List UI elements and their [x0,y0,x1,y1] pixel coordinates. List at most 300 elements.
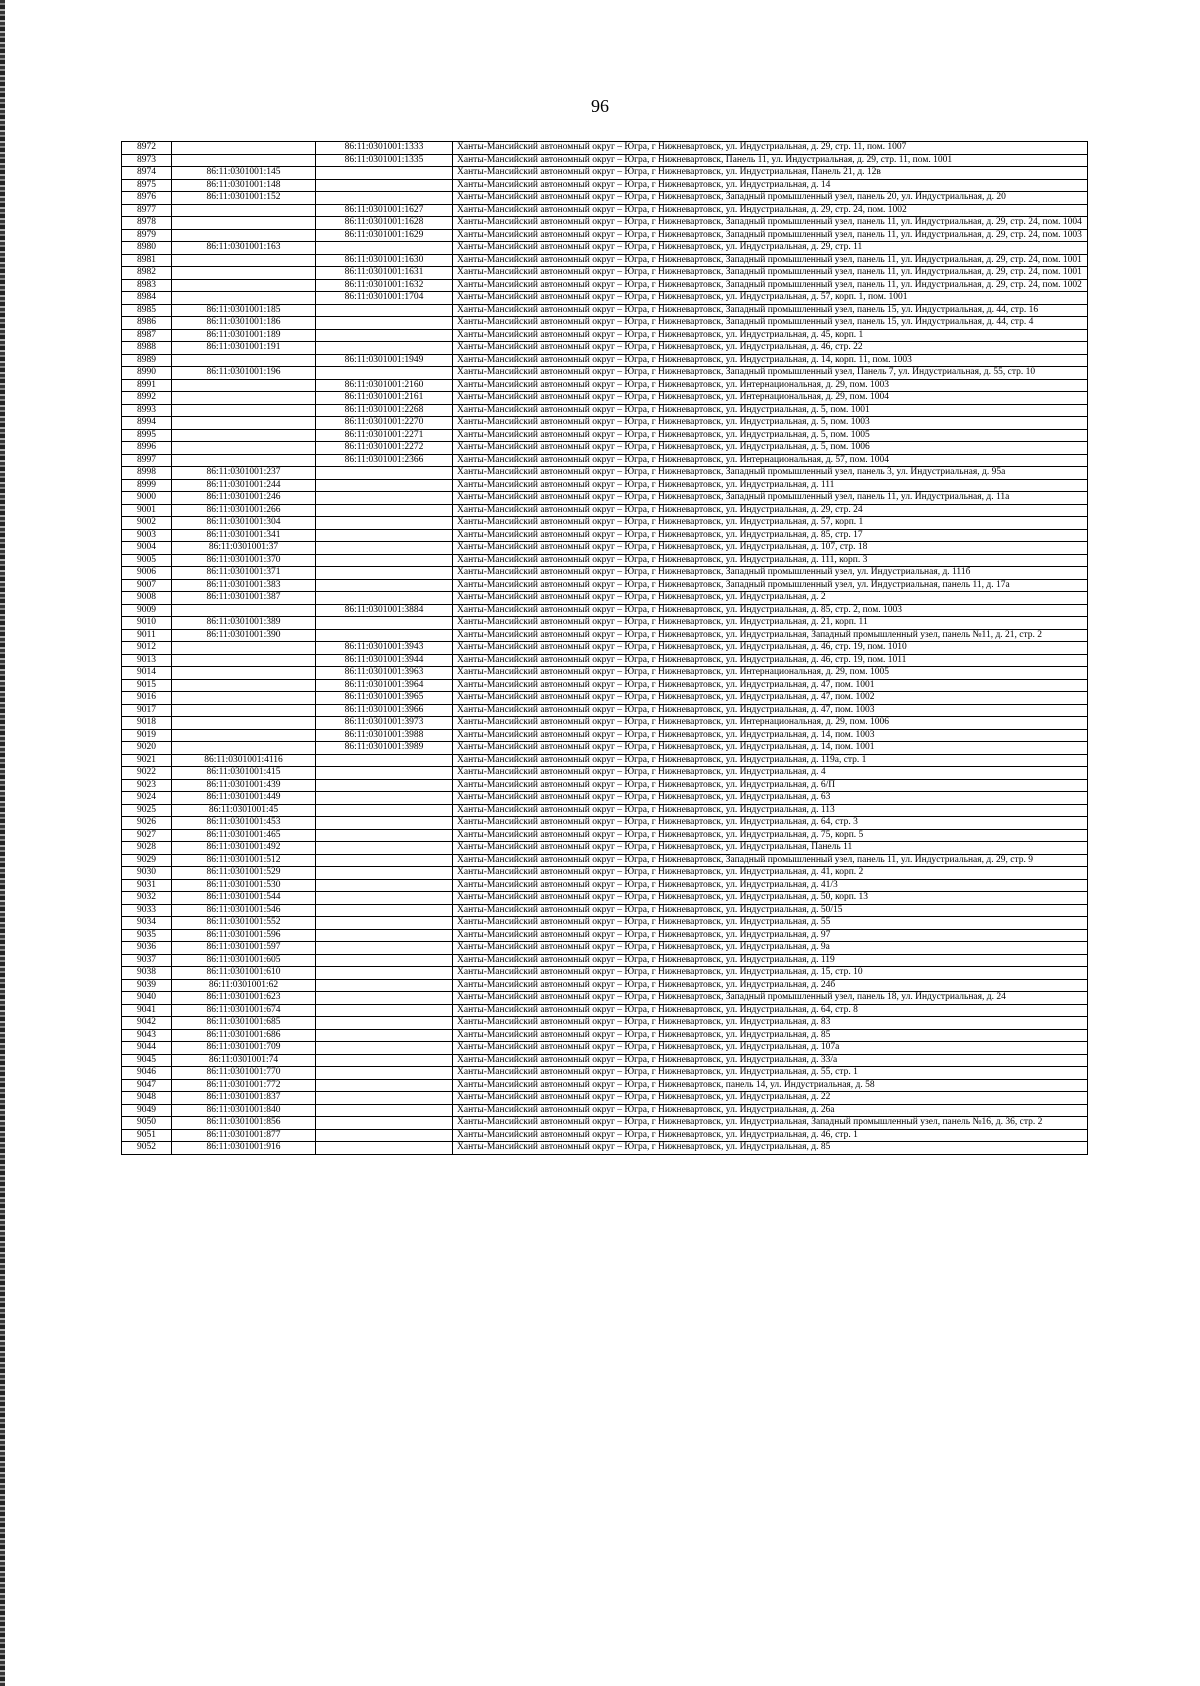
address-cell: Ханты-Мансийский автономный округ – Югра, г Нижневартовск, ул. Индустриальная, д. 5, пом. 1003 [453,417,1088,430]
row-number-cell: 9033 [122,904,172,917]
premises-cadastral-number-cell [316,529,453,542]
premises-cadastral-number-cell [316,842,453,855]
address-cell: Ханты-Мансийский автономный округ – Югра, г Нижневартовск, ул. Индустриальная, д. 47, пом. 1003 [453,704,1088,717]
cadastral-number-cell: 86:11:0301001:856 [172,1117,316,1130]
table-row [122,392,1088,405]
address-cell: Ханты-Мансийский автономный округ – Югра, г Нижневартовск, ул. Индустриальная, д. 57, корп. 1, пом. 1001 [453,292,1088,305]
cadastral-number-cell [172,429,316,442]
premises-cadastral-number-cell [316,592,453,605]
cadastral-number-cell: 86:11:0301001:686 [172,1029,316,1042]
row-number-cell: 9048 [122,1092,172,1105]
table-row [122,1067,1088,1080]
row-number-cell: 9051 [122,1129,172,1142]
cadastral-number-cell [172,654,316,667]
cadastral-number-cell: 86:11:0301001:186 [172,317,316,330]
row-number-cell: 9045 [122,1054,172,1067]
row-number-cell: 8985 [122,304,172,317]
row-number-cell: 9023 [122,779,172,792]
table-row [122,1042,1088,1055]
row-number-cell: 9009 [122,604,172,617]
table-row [122,1104,1088,1117]
address-cell: Ханты-Мансийский автономный округ – Югра, г Нижневартовск, панель 14, ул. Индустриальная, д. 58 [453,1079,1088,1092]
premises-cadastral-number-cell: 86:11:0301001:3884 [316,604,453,617]
premises-cadastral-number-cell [316,1067,453,1080]
address-cell: Ханты-Мансийский автономный округ – Югра, г Нижневартовск, ул. Индустриальная, д. 2 [453,592,1088,605]
premises-cadastral-number-cell [316,517,453,530]
row-number-cell: 9029 [122,854,172,867]
cadastral-number-cell: 86:11:0301001:840 [172,1104,316,1117]
address-cell: Ханты-Мансийский автономный округ – Югра, г Нижневартовск, ул. Индустриальная, д. 5, пом. 1006 [453,442,1088,455]
cadastral-number-cell: 86:11:0301001:152 [172,192,316,205]
row-number-cell: 8981 [122,254,172,267]
cadastral-number-cell: 86:11:0301001:449 [172,792,316,805]
cadastral-number-cell [172,292,316,305]
row-number-cell: 9014 [122,667,172,680]
table-row [122,417,1088,430]
premises-cadastral-number-cell: 86:11:0301001:3944 [316,654,453,667]
row-number-cell: 9034 [122,917,172,930]
table-row [122,692,1088,705]
row-number-cell: 9024 [122,792,172,805]
row-number-cell: 8983 [122,279,172,292]
address-cell: Ханты-Мансийский автономный округ – Югра, г Нижневартовск, ул. Индустриальная, д. 119а, стр. 1 [453,754,1088,767]
premises-cadastral-number-cell: 86:11:0301001:1627 [316,204,453,217]
address-cell: Ханты-Мансийский автономный округ – Югра, г Нижневартовск, ул. Индустриальная, д. 113 [453,804,1088,817]
address-cell: Ханты-Мансийский автономный округ – Югра, г Нижневартовск, ул. Интернациональная, д. 29, пом. 1005 [453,667,1088,680]
cadastral-number-cell [172,417,316,430]
premises-cadastral-number-cell [316,829,453,842]
table-row [122,367,1088,380]
table-row [122,867,1088,880]
cadastral-number-cell: 86:11:0301001:605 [172,954,316,967]
address-cell: Ханты-Мансийский автономный округ – Югра, г Нижневартовск, ул. Индустриальная, д. 107а [453,1042,1088,1055]
table-row [122,979,1088,992]
cadastral-number-cell: 86:11:0301001:544 [172,892,316,905]
address-cell: Ханты-Мансийский автономный округ – Югра, г Нижневартовск, ул. Индустриальная, д. 63 [453,792,1088,805]
address-cell: Ханты-Мансийский автономный округ – Югра, г Нижневартовск, ул. Индустриальная, д. 9а [453,942,1088,955]
cadastral-number-cell: 86:11:0301001:370 [172,554,316,567]
premises-cadastral-number-cell [316,1054,453,1067]
premises-cadastral-number-cell [316,629,453,642]
cadastral-number-cell [172,679,316,692]
premises-cadastral-number-cell: 86:11:0301001:1335 [316,154,453,167]
table-row [122,354,1088,367]
table-row [122,304,1088,317]
address-cell: Ханты-Мансийский автономный округ – Югра, г Нижневартовск, ул. Индустриальная, д. 55, стр. 1 [453,1067,1088,1080]
page-number: 96 [591,96,609,116]
row-number-cell: 8996 [122,442,172,455]
register-sheet [121,141,1087,1155]
premises-cadastral-number-cell [316,967,453,980]
address-cell: Ханты-Мансийский автономный округ – Югра, г Нижневартовск, ул. Интернациональная, д. 57, пом. 1004 [453,454,1088,467]
address-cell: Ханты-Мансийский автономный округ – Югра, г Нижневартовск, ул. Индустриальная, Панель 21, д. 12в [453,167,1088,180]
table-row [122,792,1088,805]
table-row [122,654,1088,667]
premises-cadastral-number-cell [316,542,453,555]
table-row [122,754,1088,767]
row-number-cell: 9015 [122,679,172,692]
table-row [122,204,1088,217]
table-row [122,242,1088,255]
cadastral-number-cell: 86:11:0301001:439 [172,779,316,792]
cadastral-number-cell [172,354,316,367]
premises-cadastral-number-cell [316,1129,453,1142]
row-number-cell: 8976 [122,192,172,205]
row-number-cell: 8992 [122,392,172,405]
row-number-cell: 9025 [122,804,172,817]
address-cell: Ханты-Мансийский автономный округ – Югра, г Нижневартовск, ул. Индустриальная, д. 41/3 [453,879,1088,892]
address-cell: Ханты-Мансийский автономный округ – Югра, г Нижневартовск, ул. Индустриальная, д. 29, стр. 24, пом. 1002 [453,204,1088,217]
row-number-cell: 8999 [122,479,172,492]
premises-cadastral-number-cell [316,892,453,905]
address-cell: Ханты-Мансийский автономный округ – Югра, г Нижневартовск, Западный промышленный узел, панель 18, ул. Индустриальная, д. 24 [453,992,1088,1005]
row-number-cell: 8988 [122,342,172,355]
row-number-cell: 9010 [122,617,172,630]
premises-cadastral-number-cell [316,1004,453,1017]
address-cell: Ханты-Мансийский автономный округ – Югра, г Нижневартовск, Западный промышленный узел, ул. Индустриальная, д. 111б [453,567,1088,580]
address-cell: Ханты-Мансийский автономный округ – Югра, г Нижневартовск, Западный промышленный узел, панель 11, ул. Индустриальная, д. 29, стр. 9 [453,854,1088,867]
cadastral-number-cell [172,204,316,217]
address-cell: Ханты-Мансийский автономный округ – Югра, г Нижневартовск, Западный промышленный узел, панель 3, ул. Индустриальная, д. 95а [453,467,1088,480]
address-cell: Ханты-Мансийский автономный округ – Югра, г Нижневартовск, ул. Индустриальная, д. 33/а [453,1054,1088,1067]
premises-cadastral-number-cell: 86:11:0301001:1631 [316,267,453,280]
row-number-cell: 9021 [122,754,172,767]
table-row [122,404,1088,417]
cadastral-number-cell: 86:11:0301001:237 [172,467,316,480]
address-cell: Ханты-Мансийский автономный округ – Югра, г Нижневартовск, Панель 11, ул. Индустриальная, д. 29, стр. 11, пом. 1001 [453,154,1088,167]
address-cell: Ханты-Мансийский автономный округ – Югра, г Нижневартовск, ул. Интернациональная, д. 29, пом. 1004 [453,392,1088,405]
premises-cadastral-number-cell [316,1142,453,1155]
table-row [122,479,1088,492]
premises-cadastral-number-cell [316,329,453,342]
row-number-cell: 9037 [122,954,172,967]
cadastral-number-cell: 86:11:0301001:74 [172,1054,316,1067]
premises-cadastral-number-cell [316,879,453,892]
table-row [122,1029,1088,1042]
row-number-cell: 9052 [122,1142,172,1155]
premises-cadastral-number-cell [316,867,453,880]
address-cell: Ханты-Мансийский автономный округ – Югра, г Нижневартовск, ул. Индустриальная, д. 46, стр. 1 [453,1129,1088,1142]
premises-cadastral-number-cell: 86:11:0301001:3943 [316,642,453,655]
premises-cadastral-number-cell: 86:11:0301001:2272 [316,442,453,455]
premises-cadastral-number-cell [316,504,453,517]
table-row [122,267,1088,280]
cadastral-number-cell [172,392,316,405]
row-number-cell: 9004 [122,542,172,555]
row-number-cell: 9016 [122,692,172,705]
premises-cadastral-number-cell [316,779,453,792]
register-table [121,141,1088,1155]
premises-cadastral-number-cell: 86:11:0301001:2270 [316,417,453,430]
premises-cadastral-number-cell: 86:11:0301001:1628 [316,217,453,230]
address-cell: Ханты-Мансийский автономный округ – Югра, г Нижневартовск, ул. Индустриальная, д. 21, корп. 11 [453,617,1088,630]
address-cell: Ханты-Мансийский автономный округ – Югра, г Нижневартовск, ул. Индустриальная, д. 47, пом. 1001 [453,679,1088,692]
cadastral-number-cell: 86:11:0301001:304 [172,517,316,530]
address-cell: Ханты-Мансийский автономный округ – Югра, г Нижневартовск, ул. Индустриальная, д. 107, стр. 18 [453,542,1088,555]
premises-cadastral-number-cell [316,179,453,192]
address-cell: Ханты-Мансийский автономный округ – Югра, г Нижневартовск, Западный промышленный узел, панель 15, ул. Индустриальная, д. 44, стр. 16 [453,304,1088,317]
row-number-cell: 9049 [122,1104,172,1117]
row-number-cell: 9003 [122,529,172,542]
table-row [122,842,1088,855]
premises-cadastral-number-cell: 86:11:0301001:1704 [316,292,453,305]
table-row [122,817,1088,830]
address-cell: Ханты-Мансийский автономный округ – Югра, г Нижневартовск, ул. Индустриальная, Западный промышленный узел, панель №16, д. 36, стр. 2 [453,1117,1088,1130]
cadastral-number-cell [172,217,316,230]
cadastral-number-cell [172,642,316,655]
cadastral-number-cell [172,379,316,392]
table-row [122,317,1088,330]
row-number-cell: 9017 [122,704,172,717]
table-row [122,179,1088,192]
table-row [122,642,1088,655]
table-row [122,729,1088,742]
premises-cadastral-number-cell: 86:11:0301001:3988 [316,729,453,742]
premises-cadastral-number-cell [316,767,453,780]
table-row [122,1004,1088,1017]
table-row [122,1117,1088,1130]
address-cell: Ханты-Мансийский автономный округ – Югра, г Нижневартовск, ул. Индустриальная, д. 14, пом. 1001 [453,742,1088,755]
row-number-cell: 9039 [122,979,172,992]
row-number-cell: 9041 [122,1004,172,1017]
row-number-cell: 8997 [122,454,172,467]
address-cell: Ханты-Мансийский автономный округ – Югра, г Нижневартовск, ул. Индустриальная, д. 46, стр. 19, пом. 1011 [453,654,1088,667]
premises-cadastral-number-cell [316,317,453,330]
address-cell: Ханты-Мансийский автономный округ – Югра, г Нижневартовск, ул. Индустриальная, д. 45, корп. 1 [453,329,1088,342]
row-number-cell: 9046 [122,1067,172,1080]
cadastral-number-cell: 86:11:0301001:596 [172,929,316,942]
table-row [122,229,1088,242]
address-cell: Ханты-Мансийский автономный округ – Югра, г Нижневартовск, ул. Индустриальная, д. 14, корп. 11, пом. 1003 [453,354,1088,367]
address-cell: Ханты-Мансийский автономный округ – Югра, г Нижневартовск, ул. Индустриальная, д. 15, стр. 10 [453,967,1088,980]
premises-cadastral-number-cell [316,754,453,767]
address-cell: Ханты-Мансийский автономный округ – Югра, г Нижневартовск, ул. Интернациональная, д. 29, пом. 1003 [453,379,1088,392]
premises-cadastral-number-cell [316,854,453,867]
address-cell: Ханты-Мансийский автономный округ – Югра, г Нижневартовск, Западный промышленный узел, панель 11, ул. Индустриальная, д. 29, стр. 24, пом. 1001 [453,254,1088,267]
table-row [122,954,1088,967]
table-row [122,967,1088,980]
address-cell: Ханты-Мансийский автономный округ – Югра, г Нижневартовск, ул. Индустриальная, д. 85, стр. 2, пом. 1003 [453,604,1088,617]
cadastral-number-cell [172,704,316,717]
cadastral-number-cell: 86:11:0301001:45 [172,804,316,817]
row-number-cell: 8993 [122,404,172,417]
premises-cadastral-number-cell [316,554,453,567]
table-row [122,767,1088,780]
address-cell: Ханты-Мансийский автономный округ – Югра, г Нижневартовск, ул. Индустриальная, д. 14 [453,179,1088,192]
table-row [122,429,1088,442]
row-number-cell: 9007 [122,579,172,592]
table-row [122,629,1088,642]
cadastral-number-cell: 86:11:0301001:246 [172,492,316,505]
cadastral-number-cell: 86:11:0301001:465 [172,829,316,842]
cadastral-number-cell: 86:11:0301001:837 [172,1092,316,1105]
premises-cadastral-number-cell: 86:11:0301001:3965 [316,692,453,705]
table-row [122,829,1088,842]
cadastral-number-cell [172,142,316,155]
cadastral-number-cell: 86:11:0301001:191 [172,342,316,355]
premises-cadastral-number-cell [316,467,453,480]
table-row [122,779,1088,792]
row-number-cell: 9011 [122,629,172,642]
cadastral-number-cell: 86:11:0301001:389 [172,617,316,630]
premises-cadastral-number-cell [316,342,453,355]
address-cell: Ханты-Мансийский автономный округ – Югра, г Нижневартовск, Западный промышленный узел, панель 11, ул. Индустриальная, д. 29, стр. 24, пом. 1004 [453,217,1088,230]
cadastral-number-cell [172,667,316,680]
address-cell: Ханты-Мансийский автономный округ – Югра, г Нижневартовск, ул. Индустриальная, д. 50/15 [453,904,1088,917]
row-number-cell: 8979 [122,229,172,242]
cadastral-number-cell: 86:11:0301001:341 [172,529,316,542]
premises-cadastral-number-cell [316,304,453,317]
table-row [122,1092,1088,1105]
row-number-cell: 9018 [122,717,172,730]
address-cell: Ханты-Мансийский автономный округ – Югра, г Нижневартовск, ул. Индустриальная, д. 85 [453,1142,1088,1155]
row-number-cell: 9012 [122,642,172,655]
cadastral-number-cell [172,604,316,617]
address-cell: Ханты-Мансийский автономный округ – Югра, г Нижневартовск, ул. Индустриальная, д. 75, корп. 5 [453,829,1088,842]
row-number-cell: 9030 [122,867,172,880]
table-row [122,154,1088,167]
premises-cadastral-number-cell: 86:11:0301001:3989 [316,742,453,755]
cadastral-number-cell: 86:11:0301001:529 [172,867,316,880]
address-cell: Ханты-Мансийский автономный округ – Югра, г Нижневартовск, ул. Индустриальная, д. 24б [453,979,1088,992]
cadastral-number-cell: 86:11:0301001:371 [172,567,316,580]
address-cell: Ханты-Мансийский автономный округ – Югра, г Нижневартовск, ул. Индустриальная, д. 6/П [453,779,1088,792]
cadastral-number-cell: 86:11:0301001:674 [172,1004,316,1017]
table-row [122,492,1088,505]
row-number-cell: 8984 [122,292,172,305]
address-cell: Ханты-Мансийский автономный округ – Югра, г Нижневартовск, ул. Индустриальная, д. 83 [453,1017,1088,1030]
row-number-cell: 9001 [122,504,172,517]
premises-cadastral-number-cell [316,904,453,917]
table-row [122,667,1088,680]
cadastral-number-cell: 86:11:0301001:492 [172,842,316,855]
address-cell: Ханты-Мансийский автономный округ – Югра, г Нижневартовск, ул. Индустриальная, д. 47, пом. 1002 [453,692,1088,705]
table-row [122,279,1088,292]
address-cell: Ханты-Мансийский автономный округ – Югра, г Нижневартовск, ул. Индустриальная, д. 5, пом. 1005 [453,429,1088,442]
row-number-cell: 9044 [122,1042,172,1055]
row-number-cell: 9050 [122,1117,172,1130]
table-row [122,567,1088,580]
address-cell: Ханты-Мансийский автономный округ – Югра, г Нижневартовск, ул. Индустриальная, д. 111, корп. 3 [453,554,1088,567]
premises-cadastral-number-cell: 86:11:0301001:2366 [316,454,453,467]
address-cell: Ханты-Мансийский автономный округ – Югра, г Нижневартовск, ул. Индустриальная, д. 64, стр. 8 [453,1004,1088,1017]
cadastral-number-cell: 86:11:0301001:610 [172,967,316,980]
table-row [122,529,1088,542]
address-cell: Ханты-Мансийский автономный округ – Югра, г Нижневартовск, ул. Индустриальная, д. 5, пом. 1001 [453,404,1088,417]
premises-cadastral-number-cell: 86:11:0301001:2271 [316,429,453,442]
address-cell: Ханты-Мансийский автономный округ – Югра, г Нижневартовск, ул. Индустриальная, д. 4 [453,767,1088,780]
premises-cadastral-number-cell: 86:11:0301001:1333 [316,142,453,155]
table-row [122,1079,1088,1092]
scan-edge-artifact [0,0,5,1686]
table-row [122,742,1088,755]
cadastral-number-cell: 86:11:0301001:4116 [172,754,316,767]
address-cell: Ханты-Мансийский автономный округ – Югра, г Нижневартовск, Западный промышленный узел, ул. Индустриальная, панель 11, д. 17а [453,579,1088,592]
address-cell: Ханты-Мансийский автономный округ – Югра, г Нижневартовск, ул. Индустриальная, Западный промышленный узел, панель №11, д. 21, стр. 2 [453,629,1088,642]
cadastral-number-cell [172,254,316,267]
row-number-cell: 8986 [122,317,172,330]
cadastral-number-cell: 86:11:0301001:390 [172,629,316,642]
premises-cadastral-number-cell [316,942,453,955]
premises-cadastral-number-cell [316,567,453,580]
cadastral-number-cell [172,442,316,455]
premises-cadastral-number-cell [316,804,453,817]
address-cell: Ханты-Мансийский автономный округ – Югра, г Нижневартовск, ул. Индустриальная, д. 46, стр. 19, пом. 1010 [453,642,1088,655]
cadastral-number-cell: 86:11:0301001:145 [172,167,316,180]
premises-cadastral-number-cell [316,192,453,205]
table-row [122,329,1088,342]
table-row [122,917,1088,930]
table-row [122,804,1088,817]
address-cell: Ханты-Мансийский автономный округ – Югра, г Нижневартовск, ул. Индустриальная, д. 22 [453,1092,1088,1105]
row-number-cell: 8990 [122,367,172,380]
address-cell: Ханты-Мансийский автономный округ – Югра, г Нижневартовск, Западный промышленный узел, Панель 7, ул. Индустриальная, д. 55, стр. 10 [453,367,1088,380]
address-cell: Ханты-Мансийский автономный округ – Югра, г Нижневартовск, Западный промышленный узел, панель 11, ул. Индустриальная, д. 29, стр. 24, пом. 1001 [453,267,1088,280]
row-number-cell: 9042 [122,1017,172,1030]
cadastral-number-cell: 86:11:0301001:772 [172,1079,316,1092]
address-cell: Ханты-Мансийский автономный округ – Югра, г Нижневартовск, Западный промышленный узел, панель 11, ул. Индустриальная, д. 11а [453,492,1088,505]
table-row [122,992,1088,1005]
cadastral-number-cell [172,742,316,755]
cadastral-number-cell: 86:11:0301001:916 [172,1142,316,1155]
premises-cadastral-number-cell: 86:11:0301001:1629 [316,229,453,242]
address-cell: Ханты-Мансийский автономный округ – Югра, г Нижневартовск, ул. Индустриальная, д. 97 [453,929,1088,942]
address-cell: Ханты-Мансийский автономный округ – Югра, г Нижневартовск, ул. Индустриальная, д. 26а [453,1104,1088,1117]
row-number-cell: 9043 [122,1029,172,1042]
cadastral-number-cell: 86:11:0301001:37 [172,542,316,555]
table-row [122,542,1088,555]
row-number-cell: 8987 [122,329,172,342]
cadastral-number-cell [172,717,316,730]
premises-cadastral-number-cell [316,917,453,930]
row-number-cell: 9036 [122,942,172,955]
premises-cadastral-number-cell: 86:11:0301001:3964 [316,679,453,692]
address-cell: Ханты-Мансийский автономный округ – Югра, г Нижневартовск, Западный промышленный узел, панель 11, ул. Индустриальная, д. 29, стр. 24, пом. 1002 [453,279,1088,292]
row-number-cell: 9005 [122,554,172,567]
row-number-cell: 9026 [122,817,172,830]
cadastral-number-cell: 86:11:0301001:597 [172,942,316,955]
row-number-cell: 9027 [122,829,172,842]
premises-cadastral-number-cell: 86:11:0301001:1949 [316,354,453,367]
cadastral-number-cell: 86:11:0301001:623 [172,992,316,1005]
row-number-cell: 9038 [122,967,172,980]
address-cell: Ханты-Мансийский автономный округ – Югра, г Нижневартовск, ул. Индустриальная, д. 14, пом. 1003 [453,729,1088,742]
table-row [122,217,1088,230]
address-cell: Ханты-Мансийский автономный округ – Югра, г Нижневартовск, ул. Индустриальная, д. 57, корп. 1 [453,517,1088,530]
premises-cadastral-number-cell [316,1092,453,1105]
table-row [122,1129,1088,1142]
table-row [122,454,1088,467]
cadastral-number-cell: 86:11:0301001:453 [172,817,316,830]
cadastral-number-cell [172,729,316,742]
cadastral-number-cell: 86:11:0301001:877 [172,1129,316,1142]
table-row [122,467,1088,480]
table-row [122,379,1088,392]
address-cell: Ханты-Мансийский автономный округ – Югра, г Нижневартовск, ул. Индустриальная, д. 50, корп. 13 [453,892,1088,905]
cadastral-number-cell: 86:11:0301001:530 [172,879,316,892]
row-number-cell: 8974 [122,167,172,180]
cadastral-number-cell: 86:11:0301001:512 [172,854,316,867]
premises-cadastral-number-cell: 86:11:0301001:1632 [316,279,453,292]
row-number-cell: 8972 [122,142,172,155]
premises-cadastral-number-cell: 86:11:0301001:2268 [316,404,453,417]
row-number-cell: 8977 [122,204,172,217]
table-row [122,342,1088,355]
row-number-cell: 9031 [122,879,172,892]
row-number-cell: 9019 [122,729,172,742]
row-number-cell: 8980 [122,242,172,255]
register-table-body [122,142,1088,1155]
